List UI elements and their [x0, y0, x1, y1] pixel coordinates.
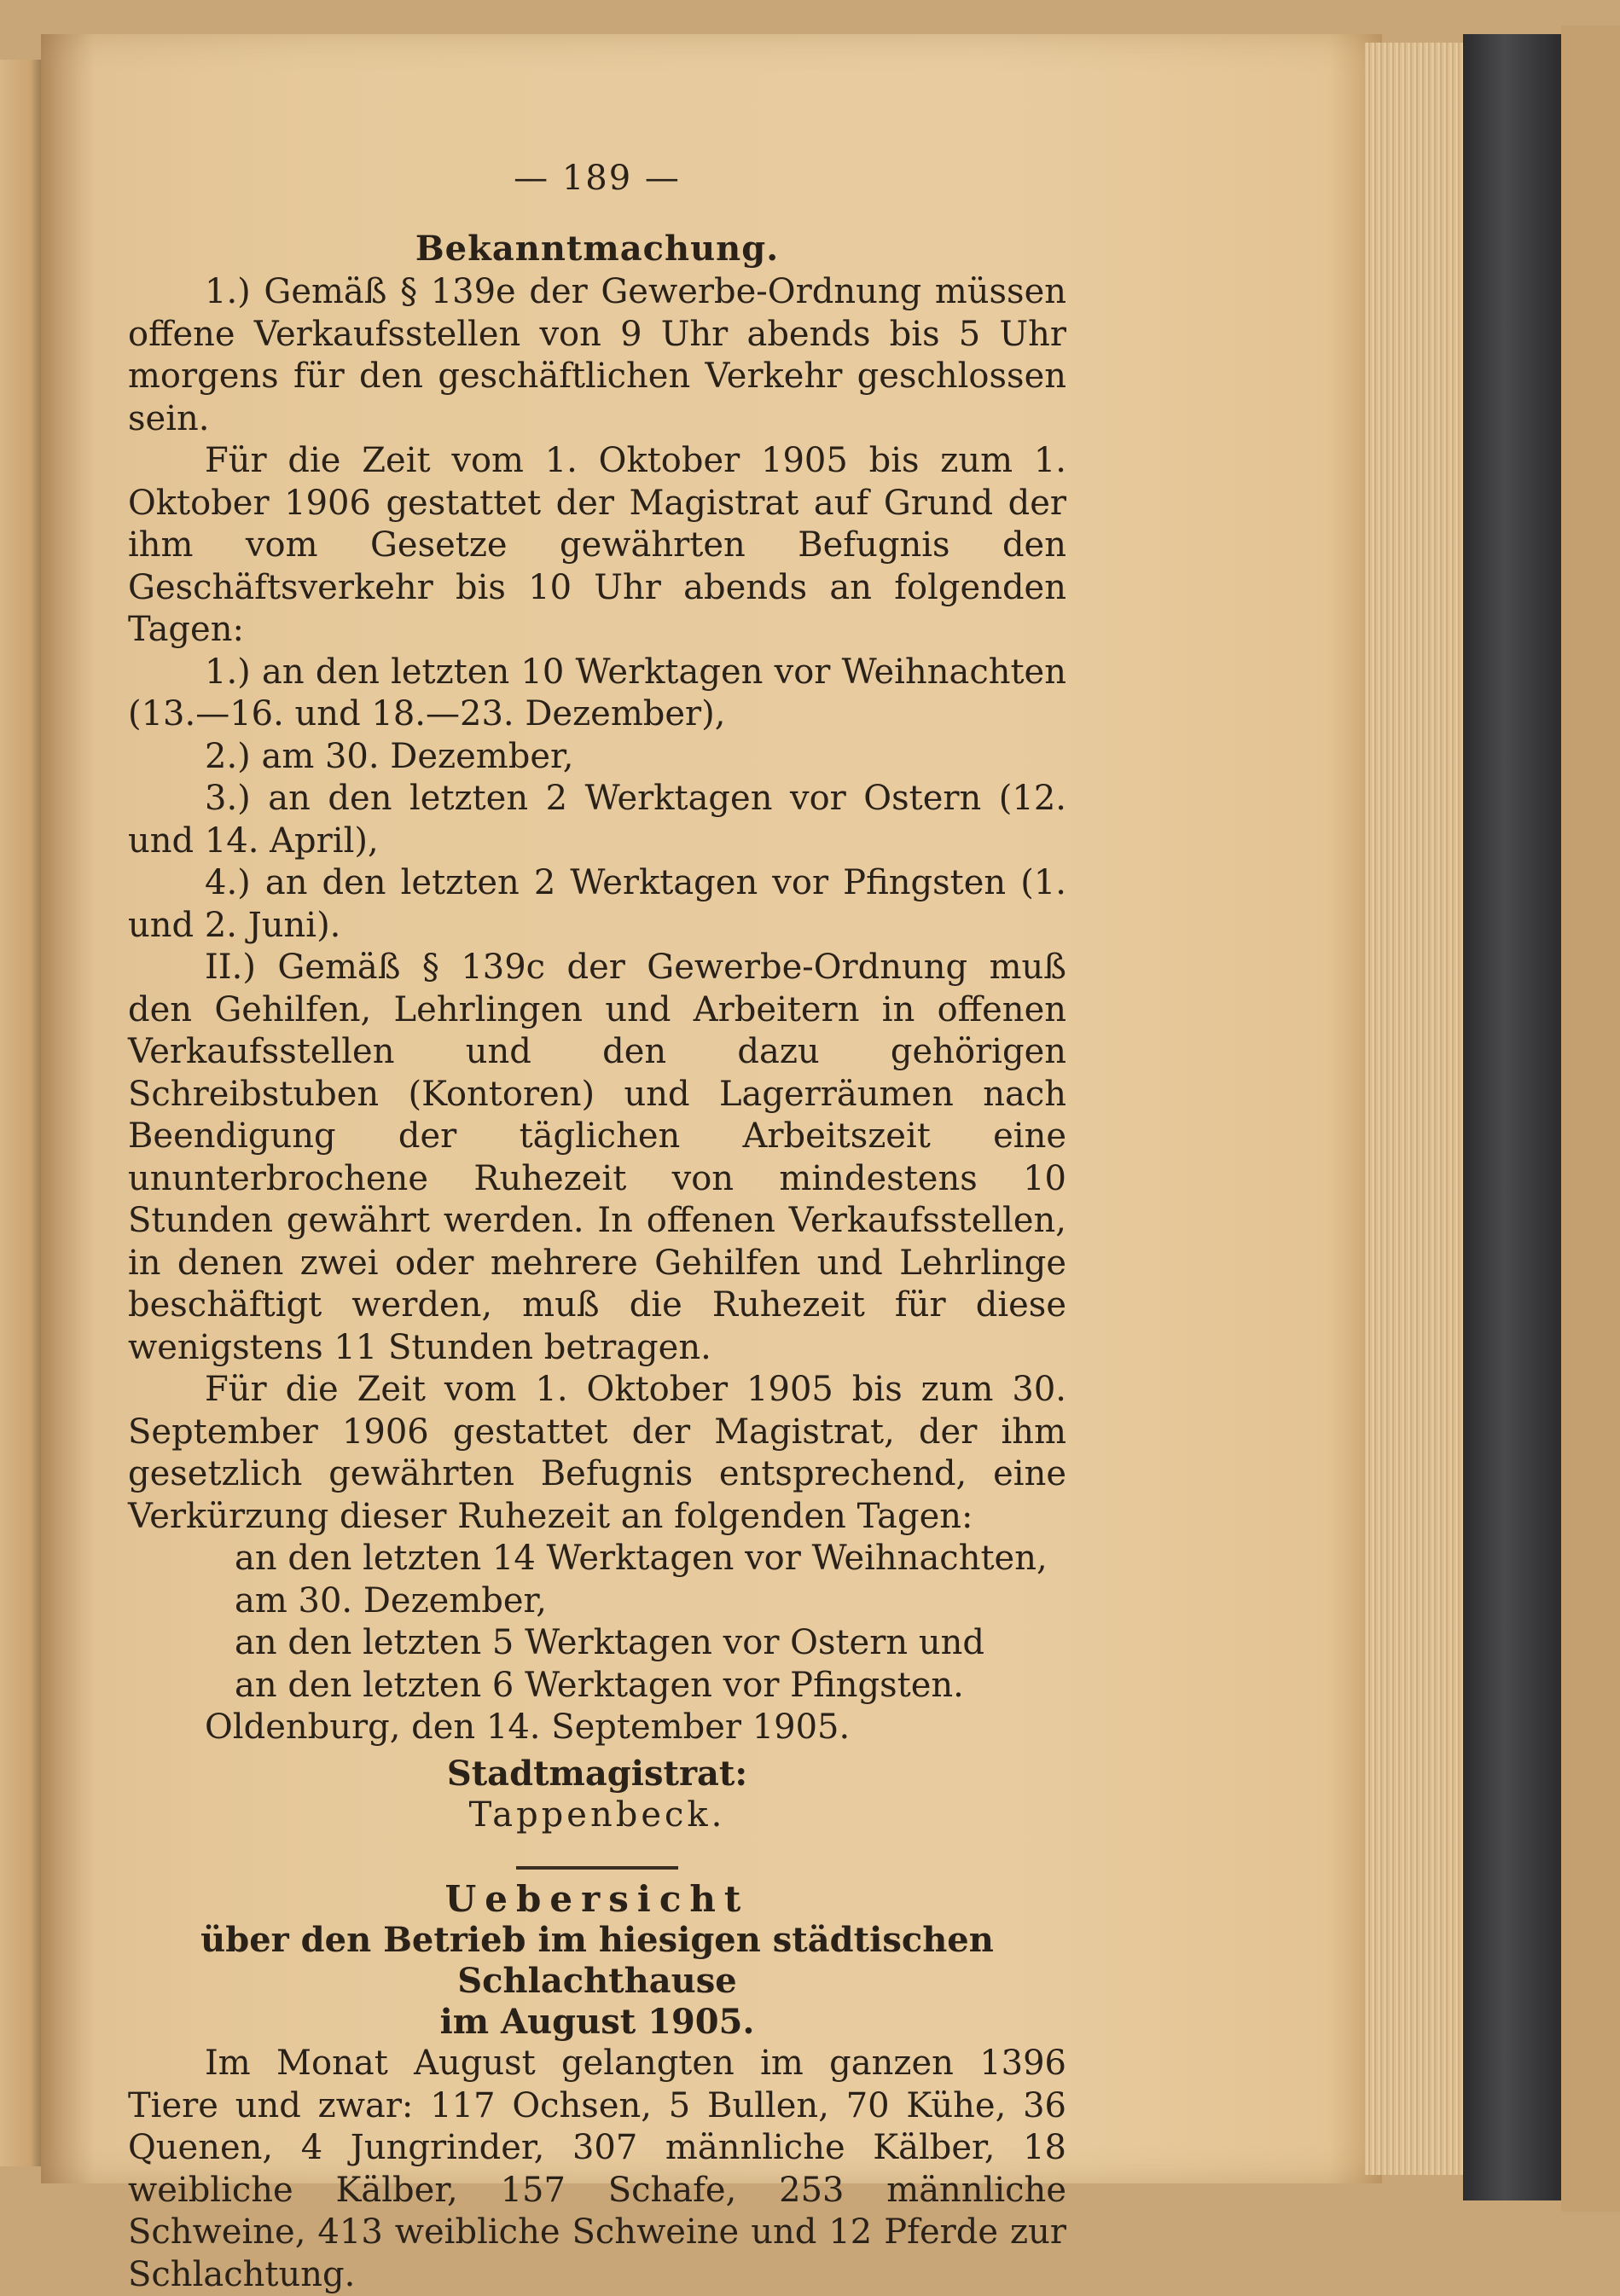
overview-title: Uebersicht [444, 1877, 750, 1920]
cover-edge [1561, 26, 1620, 2212]
notice-paragraph-4: Für die Zeit vom 1. Oktober 1905 bis zum 30. September 1906 gestattet der Magistrat, der ihm gesetzlich gewährten Befugnis entsprechend, eine Verkürzung dieser Ruhezeit an folgenden Tagen: [128, 1370, 1066, 1536]
notice-paragraph-3: II.) Gemäß § 139c der Gewerbe-Ordnung muß den Gehilfen, Lehrlingen und Arbeitern in offenen Verkaufsstellen und den dazu gehörigen Schreibstuben (Kontoren) und Lagerräumen nach Beendigung der täglichen Arbeitszeit eine ununterbrochene Ruhezeit von mindestens 10 Stunden gewährt werden. In offenen Verkaufsstellen, in denen zwei oder mehrere Gehilfen und Lehrlinge beschäftigt werden, muß die Ruhezeit für diese wenigstens 11 Stunden betragen. [128, 948, 1066, 1367]
notice-item: 3.) an den letzten 2 Werktagen vor Ostern (12. und 14. April), [128, 779, 1066, 861]
overview-subtitle: über den Betrieb im hiesigen städtischen Schlachthause [200, 1920, 994, 2001]
list-item: am 30. Dezember, [235, 1580, 547, 1621]
notice-item: 1.) an den letzten 10 Werktagen vor Weihnachten (13.—16. und 18.—23. Dezember), [128, 652, 1066, 733]
list-item: an den letzten 5 Werktagen vor Ostern und [235, 1623, 984, 1662]
reduction-days-list [128, 1538, 1066, 1707]
signature-name: Tappenbeck. [468, 1795, 726, 1835]
list-item: an den letzten 14 Werktagen vor Weihnachten, [235, 1539, 1048, 1578]
overview-subtitle-date: im August 1905. [439, 2002, 755, 2042]
page-block-edges [1365, 43, 1467, 2175]
notice-item: 4.) an den letzten 2 Werktagen vor Pfingsten (1. und 2. Juni). [128, 863, 1066, 945]
dateline: Oldenburg, den 14. September 1905. [205, 1708, 851, 1747]
signature-title: Stadtmagistrat: [446, 1753, 748, 1794]
page-number: — 189 — [514, 159, 681, 198]
section-divider [516, 1866, 678, 1870]
notice-heading: Bekanntmachung. [415, 228, 780, 269]
book-cover [1463, 34, 1565, 2200]
list-item: an den letzten 6 Werktagen vor Pfingsten. [235, 1665, 964, 1705]
notice-item: 2.) am 30. Dezember, [205, 736, 574, 776]
page-text [128, 158, 1066, 2296]
notice-paragraph-2: Für die Zeit vom 1. Oktober 1905 bis zum 1. Oktober 1906 gestattet der Magistrat auf Grund der ihm vom Gesetze gewährten Befugnis den Geschäftsverkehr bis 10 Uhr abends an folgenden Tagen: [128, 441, 1066, 649]
notice-paragraph-1: 1.) Gemäß § 139e der Gewerbe-Ordnung müssen offene Verkaufsstellen von 9 Uhr abends bis 5 Uhr morgens für den geschäftlichen Verkehr geschlossen sein. [128, 272, 1066, 438]
overview-paragraph: Im Monat August gelangten im ganzen 1396 Tiere und zwar: 117 Ochsen, 5 Bullen, 70 Kühe, 36 Quenen, 4 Jungrinder, 307 männliche Kälber, 18 weibliche Kälber, 157 Schafe, 253 männliche Schweine, 413 weibliche Schweine und 12 Pferde zur Schlachtung. [128, 2044, 1066, 2294]
